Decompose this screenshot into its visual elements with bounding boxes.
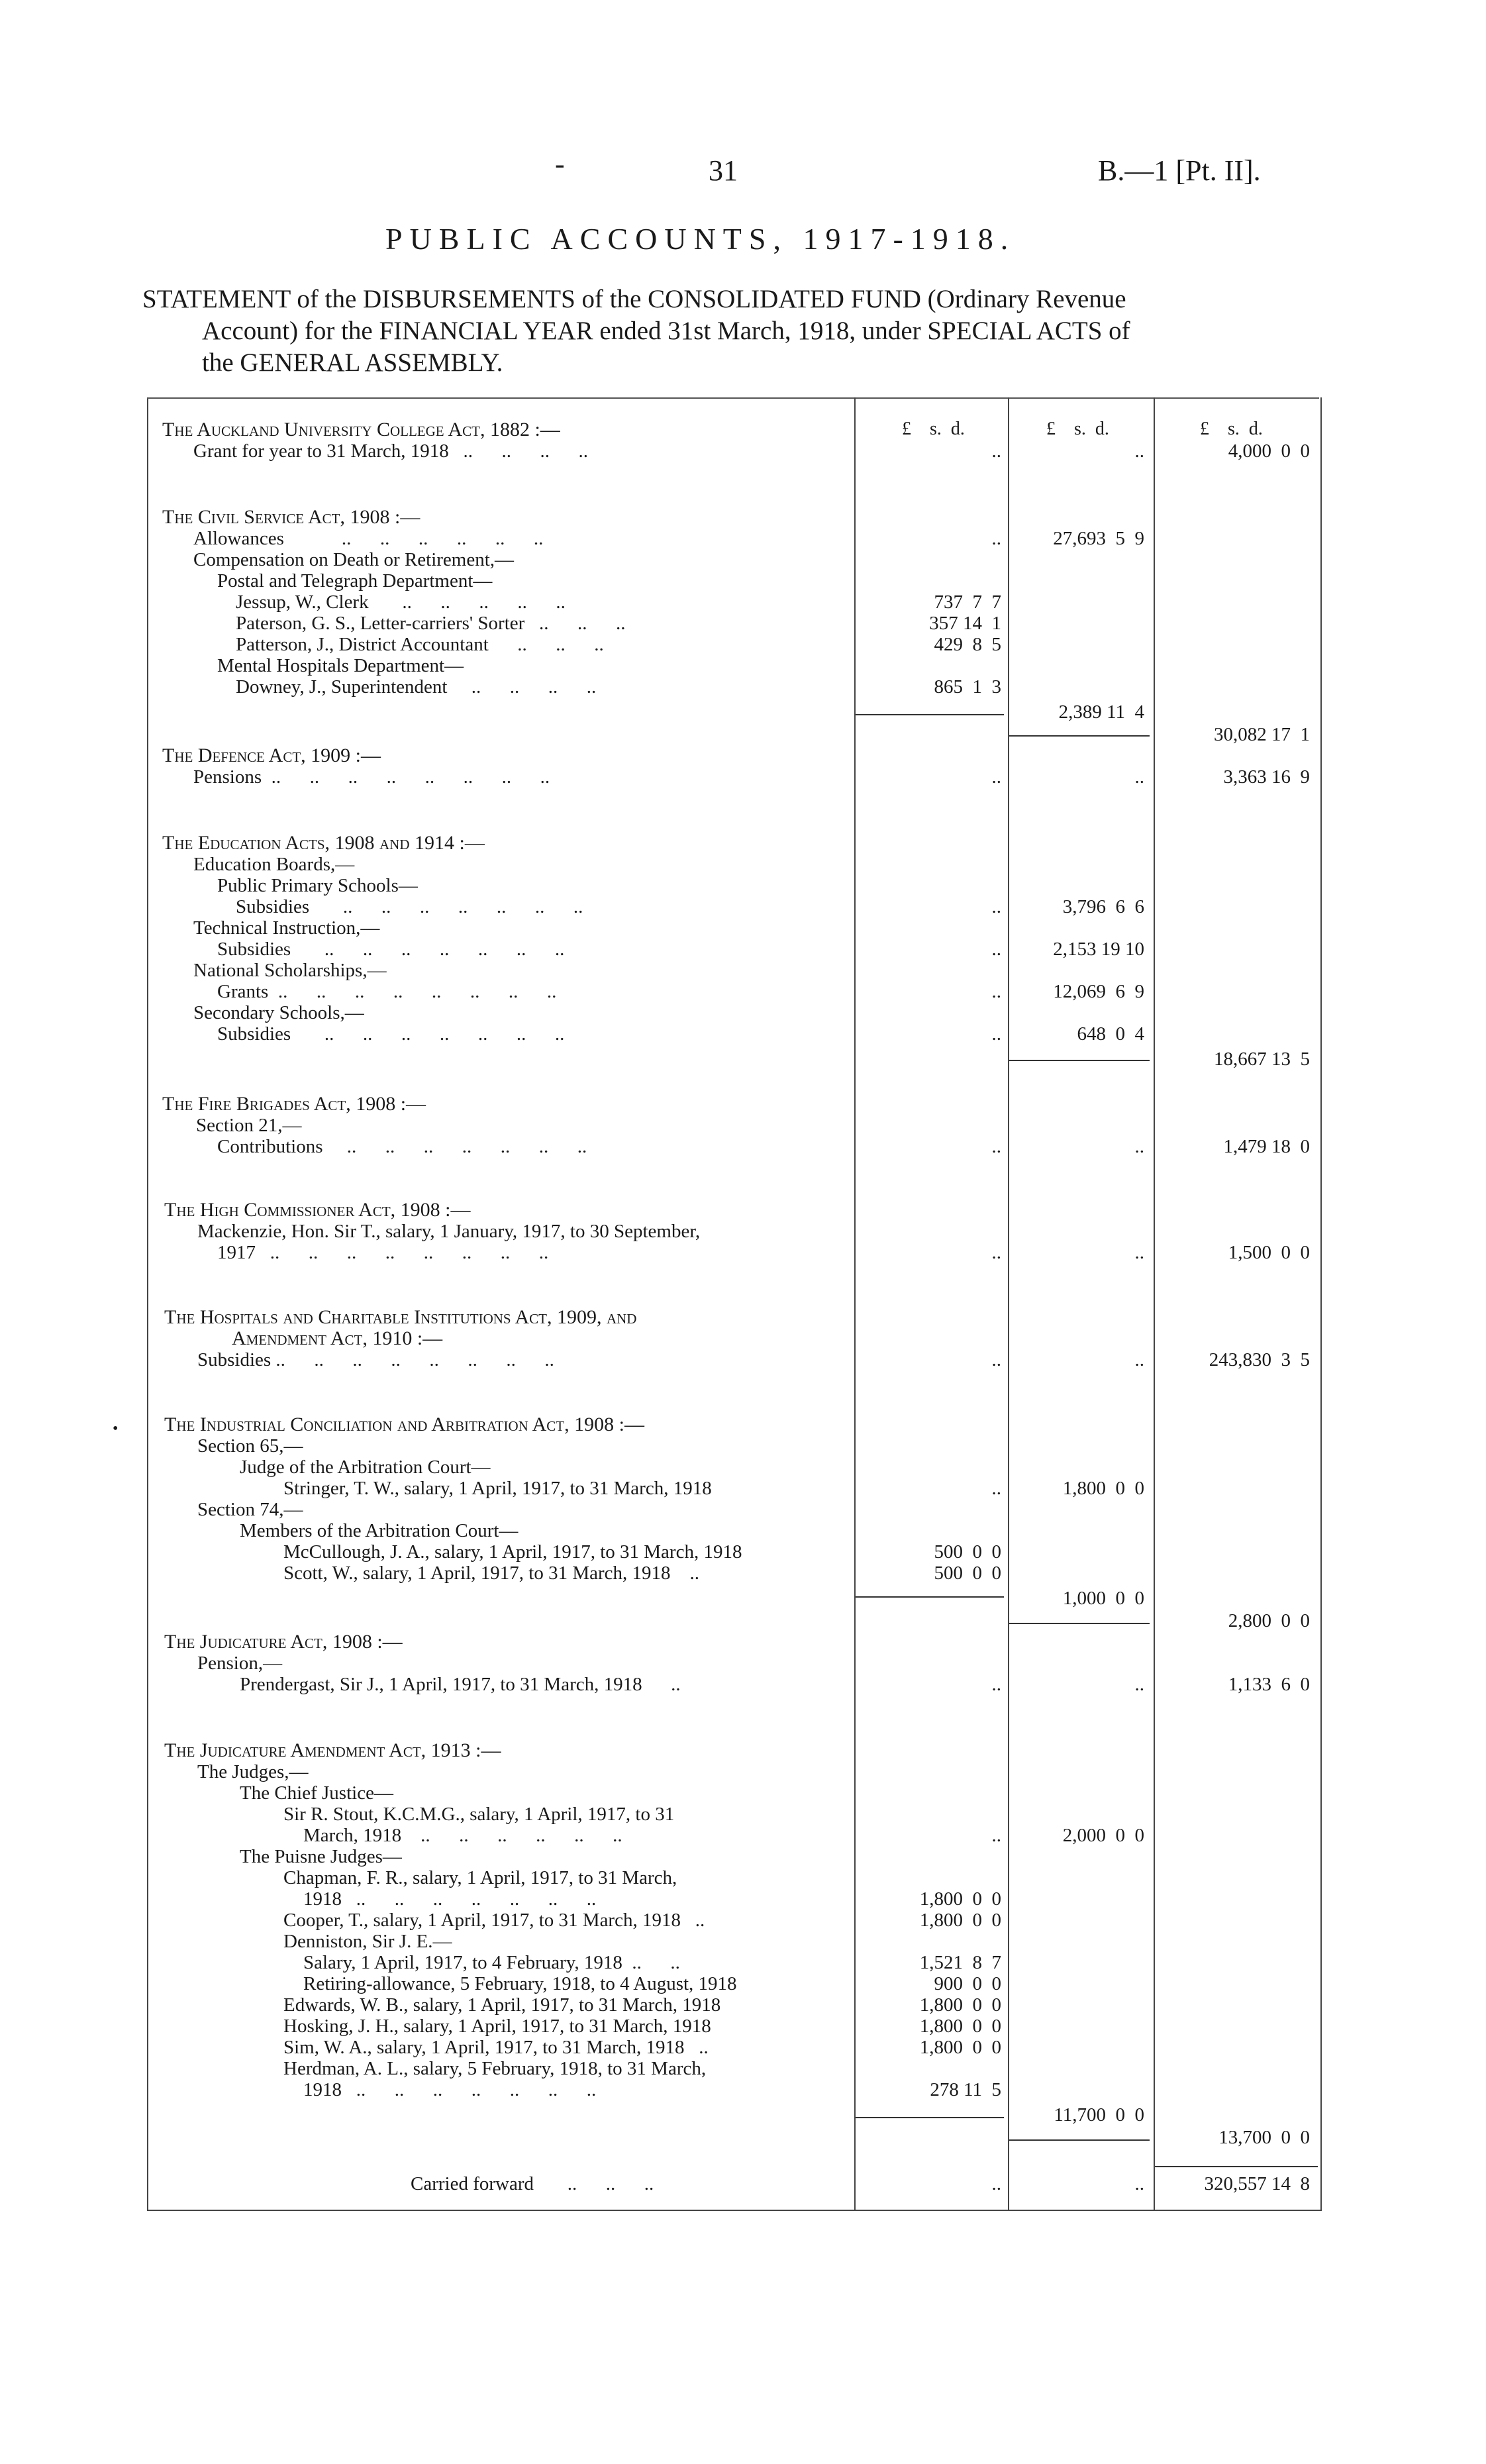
row-label: Sir R. Stout, K.C.M.G., salary, 1 April, 1917, to 31 [283, 1804, 675, 1825]
row-label: Secondary Schools,— [193, 1002, 364, 1023]
amount-c1: 865 1 3 [934, 676, 1001, 697]
page-title: PUBLIC ACCOUNTS, 1917-1918. [385, 222, 1016, 256]
row-label: Paterson, G. S., Letter-carriers' Sorter .. .. .. [236, 613, 626, 634]
row-label: Cooper, T., salary, 1 April, 1917, to 31 March, 1918 .. [283, 1910, 705, 1931]
amount-c1: .. [991, 1478, 1001, 1499]
amount-c1: .. [991, 1349, 1001, 1370]
table-row [0, 548, 1486, 571]
amount-c2: 2,000 0 0 [1062, 1825, 1144, 1846]
row-label: Compensation on Death or Retirement,— [193, 549, 515, 570]
row-label: Subsidies .. .. .. .. .. .. .. [217, 939, 565, 960]
table-row [0, 1652, 1486, 1674]
table-row [0, 896, 1486, 918]
amount-c1: 1,800 0 0 [919, 1994, 1001, 2016]
table-row [0, 1824, 1486, 1847]
table-row [0, 2126, 1486, 2149]
row-label: Pension,— [197, 1653, 283, 1674]
table-row [0, 1994, 1486, 2016]
amount-c1: 737 7 7 [934, 591, 1001, 613]
row-label: The Civil Service Act, 1908 :— [162, 506, 421, 528]
amount-c1: .. [991, 2173, 1001, 2194]
table-row [0, 874, 1486, 897]
amount-c2: .. [1134, 1674, 1144, 1695]
page-number: 31 [709, 154, 738, 187]
table-row [0, 1587, 1486, 1610]
amount-c3: 13,700 0 0 [1218, 2127, 1310, 2148]
sum-rule [1009, 735, 1150, 737]
table-row [0, 2104, 1486, 2126]
amount-c1: 278 11 5 [930, 2079, 1001, 2100]
table-top-rule [147, 397, 1319, 399]
table-row [0, 832, 1486, 854]
table-row [0, 1435, 1486, 1457]
table-row [0, 1888, 1486, 1910]
table-row [0, 1456, 1486, 1478]
table-row [0, 1023, 1486, 1045]
row-label: The Judges,— [197, 1761, 309, 1782]
table-row [0, 1803, 1486, 1825]
amount-c2: 12,069 6 9 [1053, 981, 1144, 1002]
caption-line-1: STATEMENT of the DISBURSEMENTS of the CONSOLIDATED FUND (Ordinary Revenue [142, 285, 1126, 313]
amount-c1: .. [991, 896, 1001, 917]
amount-c1: .. [991, 981, 1001, 1002]
row-label: Members of the Arbitration Court— [240, 1520, 519, 1541]
amount-c1: 1,800 0 0 [919, 1910, 1001, 1931]
amount-c1: .. [991, 1023, 1001, 1045]
row-label: Retiring-allowance, 5 February, 1918, to 4 August, 1918 [303, 1973, 737, 1994]
table-row [0, 1220, 1486, 1243]
currency-header-col1: £ s. d. [902, 419, 965, 439]
amount-c3: 1,479 18 0 [1223, 1136, 1310, 1157]
row-label: The Chief Justice— [240, 1782, 393, 1804]
row-label: Stringer, T. W., salary, 1 April, 1917, to 31 March, 1918 [283, 1478, 712, 1499]
row-label: 1917 .. .. .. .. .. .. .. .. [217, 1242, 549, 1263]
table-row [0, 1413, 1486, 1436]
table-row [0, 1199, 1486, 1221]
amount-c3: 320,557 14 8 [1204, 2173, 1310, 2194]
table-row [0, 1477, 1486, 1500]
table-row [0, 701, 1486, 723]
amount-c1: .. [991, 939, 1001, 960]
table-row [0, 591, 1486, 613]
amount-c1: 429 8 5 [934, 634, 1001, 655]
table-row [0, 2079, 1486, 2101]
sum-rule [856, 1596, 1004, 1598]
amount-c1: .. [991, 440, 1001, 462]
row-label: Chapman, F. R., salary, 1 April, 1917, to 31 March, [283, 1867, 677, 1888]
amount-c3: 1,133 6 0 [1228, 1674, 1310, 1695]
amount-c1: 1,800 0 0 [919, 2037, 1001, 2058]
currency-header-col2: £ s. d. [1046, 419, 1109, 439]
row-label: Section 74,— [197, 1499, 303, 1520]
sum-rule [1009, 1623, 1150, 1624]
table-row [0, 1909, 1486, 1931]
table-row [0, 633, 1486, 656]
table-row [0, 612, 1486, 635]
amount-c2: .. [1134, 1349, 1144, 1370]
row-label: Pensions .. .. .. .. .. .. .. .. [193, 766, 550, 788]
row-label: Patterson, J., District Accountant .. .. .. [236, 634, 604, 655]
row-label: The Hospitals and Charitable Institutions Act, 1909, and [164, 1306, 637, 1328]
currency-header-col3: £ s. d. [1200, 419, 1263, 439]
table-row [0, 654, 1486, 677]
document-reference: B.—1 [Pt. II]. [1098, 154, 1261, 187]
margin-mark: • [113, 1420, 119, 1437]
sum-rule [1009, 1060, 1150, 1061]
row-label: Education Boards,— [193, 854, 355, 875]
table-row [0, 1114, 1486, 1137]
amount-c1: .. [991, 1825, 1001, 1846]
amount-c1: .. [991, 766, 1001, 788]
table-row [0, 980, 1486, 1003]
row-label: The Auckland University College Act, 1882 :— [162, 419, 560, 440]
row-label: Mackenzie, Hon. Sir T., salary, 1 January, 1917, to 30 September, [197, 1221, 701, 1242]
row-label: Downey, J., Superintendent .. .. .. .. [236, 676, 597, 697]
table-row [0, 1631, 1486, 1653]
amount-c1: 900 0 0 [934, 1973, 1001, 1994]
table-row [0, 1782, 1486, 1804]
row-label: Sim, W. A., salary, 1 April, 1917, to 31 March, 1918 .. [283, 2037, 709, 2058]
amount-c3: 2,800 0 0 [1228, 1610, 1310, 1631]
amount-c2: 1,000 0 0 [1062, 1588, 1144, 1609]
table-row [0, 2015, 1486, 2037]
row-label: Amendment Act, 1910 :— [232, 1327, 443, 1349]
row-label: Judge of the Arbitration Court— [240, 1457, 491, 1478]
amount-c2: 648 0 4 [1077, 1023, 1144, 1045]
table-row [0, 938, 1486, 960]
table-row [0, 1349, 1486, 1371]
row-label: Grants .. .. .. .. .. .. .. .. [217, 981, 557, 1002]
table-row [0, 1327, 1486, 1350]
row-label: Carried forward .. .. .. [411, 2173, 654, 2194]
table-row [0, 440, 1486, 462]
table-row [0, 766, 1486, 788]
amount-c2: .. [1134, 1242, 1144, 1263]
row-label: Scott, W., salary, 1 April, 1917, to 31 March, 1918 .. [283, 1563, 700, 1584]
row-label: Grant for year to 31 March, 1918 .. .. .. .. [193, 440, 588, 462]
amount-c3: 4,000 0 0 [1228, 440, 1310, 462]
table-row [0, 506, 1486, 529]
row-label: Section 65,— [197, 1435, 303, 1457]
row-label: The High Commissioner Act, 1908 :— [164, 1199, 471, 1221]
table-row [0, 1306, 1486, 1329]
statement-caption [142, 283, 1321, 379]
row-label: The Education Acts, 1908 and 1914 :— [162, 832, 485, 854]
row-label: Salary, 1 April, 1917, to 4 February, 1918 .. .. [303, 1952, 680, 1973]
amount-c2: 2,389 11 4 [1058, 701, 1144, 723]
table-row [0, 2036, 1486, 2059]
sum-rule [1155, 2166, 1318, 2167]
header-dash: - [555, 148, 565, 180]
amount-c1: .. [991, 1242, 1001, 1263]
table-row [0, 570, 1486, 592]
table-row [0, 744, 1486, 767]
row-label: The Judicature Act, 1908 :— [164, 1631, 403, 1653]
caption-line-2: Account) for the FINANCIAL YEAR ended 31st March, 1918, under SPECIAL ACTS of [202, 317, 1130, 345]
row-label: Contributions .. .. .. .. .. .. .. [217, 1136, 587, 1157]
table-row [0, 853, 1486, 876]
row-label: Subsidies .. .. .. .. .. .. .. .. [197, 1349, 554, 1370]
amount-c1: 1,800 0 0 [919, 1888, 1001, 1910]
table-row [0, 1739, 1486, 1762]
row-label: Mental Hospitals Department— [217, 655, 464, 676]
amount-c1: .. [991, 528, 1001, 549]
row-label: Edwards, W. B., salary, 1 April, 1917, to 31 March, 1918 [283, 1994, 721, 2016]
amount-c3: 243,830 3 5 [1209, 1349, 1310, 1370]
table-row [0, 1951, 1486, 1974]
sum-rule [856, 2117, 1004, 2118]
table-row [0, 676, 1486, 698]
row-label: Postal and Telegraph Department— [217, 570, 493, 591]
table-row [0, 419, 1486, 441]
row-label: Public Primary Schools— [217, 875, 418, 896]
row-label: National Scholarships,— [193, 960, 387, 981]
amount-c1: 1,800 0 0 [919, 2016, 1001, 2037]
row-label: Technical Instruction,— [193, 917, 380, 939]
row-label: Jessup, W., Clerk .. .. .. .. .. [236, 591, 566, 613]
amount-c2: 1,800 0 0 [1062, 1478, 1144, 1499]
sum-rule [856, 714, 1004, 715]
row-label: March, 1918 .. .. .. .. .. .. [303, 1825, 622, 1846]
table-row [0, 2057, 1486, 2080]
row-label: Prendergast, Sir J., 1 April, 1917, to 31 March, 1918 .. [240, 1674, 681, 1695]
sum-rule [1009, 2139, 1150, 2141]
amount-c2: .. [1134, 440, 1144, 462]
row-label: Subsidies .. .. .. .. .. .. .. [236, 896, 583, 917]
row-label: Denniston, Sir J. E.— [283, 1931, 452, 1952]
caption-line-3: the GENERAL ASSEMBLY. [202, 348, 503, 377]
amount-c2: .. [1134, 766, 1144, 788]
table-row [0, 1093, 1486, 1115]
amount-c2: 27,693 5 9 [1053, 528, 1144, 549]
row-label: Allowances .. .. .. .. .. .. [193, 528, 544, 549]
table-row [0, 723, 1486, 746]
table-row [0, 1541, 1486, 1563]
row-label: The Fire Brigades Act, 1908 :— [162, 1093, 426, 1115]
table-row [0, 1241, 1486, 1264]
row-label: Section 21,— [196, 1115, 302, 1136]
table-row [0, 2173, 1486, 2195]
amount-c1: .. [991, 1674, 1001, 1695]
row-label: The Defence Act, 1909 :— [162, 744, 381, 766]
amount-c1: 500 0 0 [934, 1541, 1001, 1563]
amount-c2: 3,796 6 6 [1062, 896, 1144, 917]
table-row [0, 1930, 1486, 1953]
amount-c3: 30,082 17 1 [1214, 724, 1310, 745]
table-row [0, 959, 1486, 982]
row-label: McCullough, J. A., salary, 1 April, 1917, to 31 March, 1918 [283, 1541, 742, 1563]
amount-c2: .. [1134, 2173, 1144, 2194]
amount-c2: .. [1134, 1136, 1144, 1157]
table-row [0, 1867, 1486, 1889]
row-label: 1918 .. .. .. .. .. .. .. [303, 1888, 597, 1910]
table-row [0, 1845, 1486, 1868]
amount-c2: 2,153 19 10 [1053, 939, 1144, 960]
table-row [0, 527, 1486, 550]
table-row [0, 1048, 1486, 1070]
row-label: The Puisne Judges— [240, 1846, 402, 1867]
amount-c1: 500 0 0 [934, 1563, 1001, 1584]
table-row [0, 1973, 1486, 1995]
row-label: The Industrial Conciliation and Arbitration Act, 1908 :— [164, 1413, 644, 1435]
row-label: Hosking, J. H., salary, 1 April, 1917, to 31 March, 1918 [283, 2016, 711, 2037]
amount-c2: 11,700 0 0 [1054, 2104, 1144, 2126]
amount-c3: 3,363 16 9 [1223, 766, 1310, 788]
row-label: The Judicature Amendment Act, 1913 :— [164, 1739, 501, 1761]
table-row [0, 1562, 1486, 1584]
row-label: Herdman, A. L., salary, 5 February, 1918, to 31 March, [283, 2058, 707, 2079]
amount-c3: 1,500 0 0 [1228, 1242, 1310, 1263]
table-row [0, 917, 1486, 939]
row-label: 1918 .. .. .. .. .. .. .. [303, 2079, 597, 2100]
table-row [0, 1498, 1486, 1521]
row-label: Subsidies .. .. .. .. .. .. .. [217, 1023, 565, 1045]
table-row [0, 1761, 1486, 1783]
table-row [0, 1610, 1486, 1632]
amount-c1: 357 14 1 [929, 613, 1001, 634]
amount-c1: 1,521 8 7 [919, 1952, 1001, 1973]
table-row [0, 1673, 1486, 1696]
amount-c1: .. [991, 1136, 1001, 1157]
table-row [0, 1001, 1486, 1024]
table-row [0, 1519, 1486, 1542]
amount-c3: 18,667 13 5 [1214, 1049, 1310, 1070]
table-row [0, 1135, 1486, 1158]
